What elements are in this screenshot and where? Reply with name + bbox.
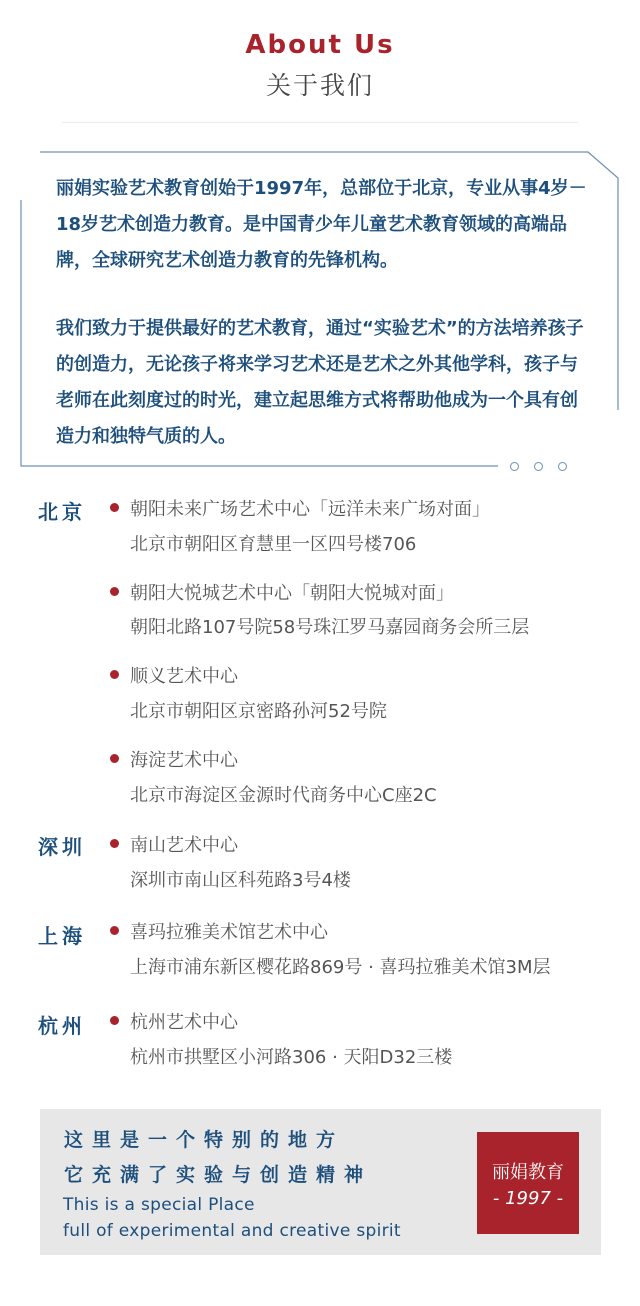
- intro-paragraph-2: 我们致力于提供最好的艺术教育，通过“实验艺术”的方法培养孩子的创造力，无论孩子将来学习艺术还是艺术之外其他学科，孩子与老师在此刻度过的时光，建立起思维方式将帮助他成为一个具有创造力和独特气质的人。: [56, 318, 584, 447]
- bullet-icon: [110, 839, 119, 848]
- brand-year: - 1997 -: [492, 1188, 564, 1209]
- city-shenzhen: 深圳: [38, 835, 86, 859]
- dot-icon: [534, 462, 543, 471]
- city-hangzhou: 杭州: [38, 1014, 86, 1038]
- location-address: 朝阳北路107号院58号珠江罗马嘉园商务会所三层: [130, 617, 530, 638]
- slogan-line-1-cn: 这里是一个特别的地方: [64, 1129, 345, 1151]
- location-address: 上海市浦东新区樱花路869号 · 喜玛拉雅美术馆3M层: [130, 957, 551, 978]
- bullet-icon: [110, 754, 119, 763]
- location-address: 深圳市南山区科苑路3号4楼: [130, 870, 351, 891]
- location-name: 顺义艺术中心: [130, 666, 238, 687]
- location-name: 杭州艺术中心: [130, 1012, 238, 1033]
- slogan-line-2-en: full of experimental and creative spirit: [63, 1221, 401, 1241]
- location-name: 朝阳未来广场艺术中心「远洋未来广场对面」: [130, 499, 490, 520]
- brand-name: 丽娟教育: [492, 1162, 564, 1183]
- city-shanghai: 上海: [38, 924, 86, 948]
- page-title-cn: 关于我们: [265, 71, 374, 100]
- location-name: 南山艺术中心: [130, 835, 238, 856]
- location-address: 杭州市拱墅区小河路306 · 天阳D32三楼: [130, 1047, 453, 1068]
- slogan-line-2-cn: 它充满了实验与创造精神: [64, 1164, 373, 1186]
- location-address: 北京市朝阳区京密路孙河52号院: [130, 701, 387, 722]
- dot-icon: [558, 462, 567, 471]
- bullet-icon: [110, 670, 119, 679]
- location-name: 喜玛拉雅美术馆艺术中心: [130, 922, 328, 943]
- bullet-icon: [110, 503, 119, 512]
- bullet-icon: [110, 1016, 119, 1025]
- bullet-icon: [110, 926, 119, 935]
- city-beijing: 北京: [38, 500, 86, 524]
- slogan-banner: [40, 1109, 601, 1255]
- location-address: 北京市朝阳区育慧里一区四号楼706: [130, 534, 417, 555]
- bullet-icon: [110, 587, 119, 596]
- slogan-line-1-en: This is a special Place: [63, 1195, 255, 1215]
- page-title-en: About Us: [245, 30, 395, 60]
- intro-paragraph-1: 丽娟实验艺术教育创始于1997年，总部位于北京，专业从事4岁－18岁艺术创造力教育。是中国青少年儿童艺术教育领域的高端品牌，全球研究艺术创造力教育的先锋机构。: [56, 178, 587, 271]
- location-address: 北京市海淀区金源时代商务中心C座2C: [130, 785, 437, 806]
- location-name: 海淀艺术中心: [130, 750, 238, 771]
- location-name: 朝阳大悦城艺术中心「朝阳大悦城对面」: [130, 583, 454, 604]
- brand-logo-box: [477, 1132, 579, 1234]
- dot-icon: [510, 462, 519, 471]
